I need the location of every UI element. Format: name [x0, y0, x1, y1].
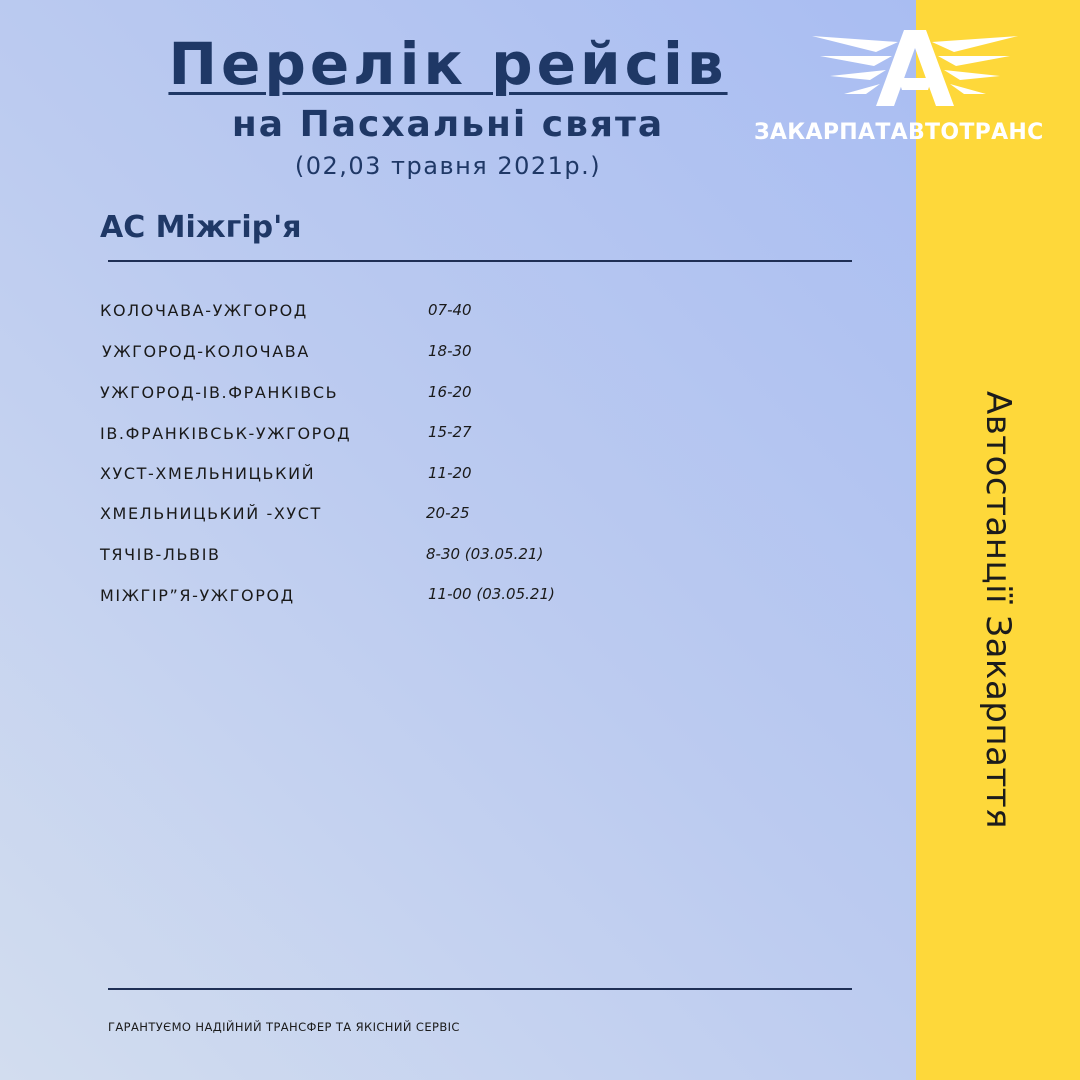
route-name: ХМЕЛЬНИЦЬКИЙ -ХУСТ — [100, 504, 322, 523]
route-name: ХУСТ-ХМЕЛЬНИЦЬКИЙ — [100, 464, 316, 483]
side-panel-text: Автостанції Закарпаття — [978, 390, 1018, 830]
route-time: 11-20 — [428, 464, 472, 482]
route-time: 20-25 — [426, 504, 470, 522]
route-row — [100, 383, 800, 409]
route-row — [100, 424, 800, 450]
route-name: КОЛОЧАВА-УЖГОРОД — [100, 301, 308, 320]
date-range: (02,03 травня 2021р.) — [294, 152, 602, 180]
route-time: 11-00 (03.05.21) — [428, 585, 555, 603]
route-name: УЖГОРОД-ІВ.ФРАНКІВСЬ — [100, 383, 339, 402]
route-name: ІВ.ФРАНКІВСЬК-УЖГОРОД — [100, 424, 352, 443]
route-name: МІЖГІР”Я-УЖГОРОД — [100, 586, 295, 605]
route-time: 15-27 — [428, 423, 472, 441]
station-name: АС Міжгір'я — [100, 210, 302, 245]
route-time: 8-30 (03.05.21) — [426, 545, 544, 563]
page-subtitle: на Пасхальні свята — [231, 104, 665, 145]
footer-slogan: ГАРАНТУЄМО НАДІЙНИЙ ТРАНСФЕР ТА ЯКІСНИЙ СЕРВІС — [108, 1020, 460, 1034]
route-row — [100, 504, 800, 530]
route-row — [100, 586, 800, 612]
route-row — [100, 464, 800, 490]
route-name: ТЯЧІВ-ЛЬВІВ — [100, 545, 221, 564]
route-time: 07-40 — [428, 301, 472, 319]
brand-name: ЗАКАРПАТАВТОТРАНС — [754, 120, 1044, 145]
page-title: Перелік рейсів — [168, 30, 728, 98]
bottom-divider — [108, 988, 852, 990]
route-row — [100, 545, 800, 571]
route-row — [100, 301, 800, 327]
route-name: УЖГОРОД-КОЛОЧАВА — [102, 342, 310, 361]
route-time: 18-30 — [428, 342, 472, 360]
top-divider — [108, 260, 852, 262]
route-row — [100, 342, 800, 368]
route-time: 16-20 — [428, 383, 472, 401]
